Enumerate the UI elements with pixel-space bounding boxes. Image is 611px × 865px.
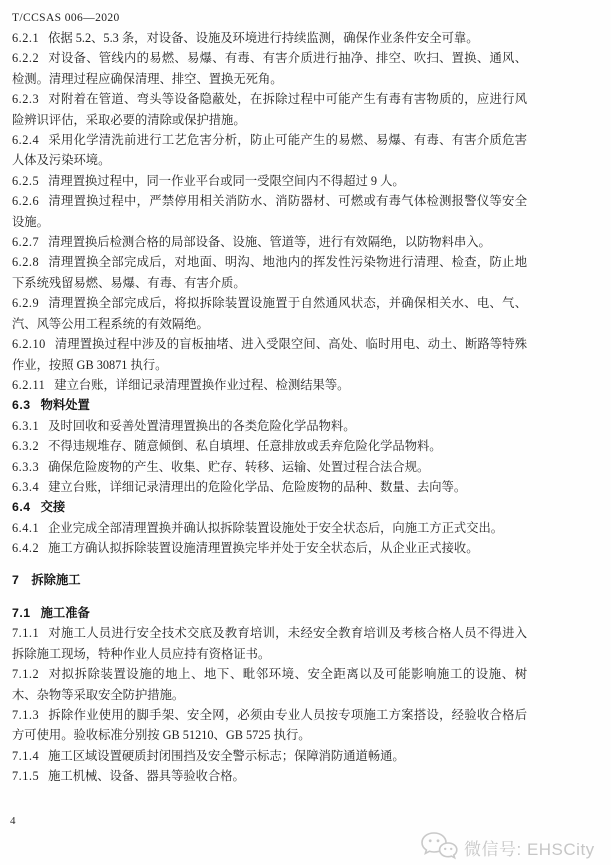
clause-6-2-1 bbox=[12, 28, 527, 48]
clause-number: 6.2.5 bbox=[12, 173, 40, 188]
clause-7-1-4 bbox=[12, 746, 527, 766]
clause-6-2-9 bbox=[12, 293, 527, 334]
clause-number: 6.2.6 bbox=[12, 194, 40, 209]
clause-7-1-3 bbox=[12, 705, 527, 746]
clause-6-4-2 bbox=[12, 538, 527, 558]
clause-text: 施工机械、设备、器具等验收合格。 bbox=[48, 769, 245, 784]
clause-number: 7.1.5 bbox=[12, 769, 40, 784]
heading-6-3-material-disposal bbox=[12, 395, 527, 415]
clause-text: 确保危险废物的产生、收集、贮存、转移、运输、处置过程合法合规。 bbox=[48, 459, 430, 474]
clause-7-1-1 bbox=[12, 623, 527, 664]
clause-text: 及时回收和妥善处置清理置换出的各类危险化学品物料。 bbox=[48, 418, 356, 433]
clause-number: 6.2.10 bbox=[12, 337, 46, 352]
clause-text: 企业完成全部清理置换并确认拟拆除装置设施处于安全状态后，向施工方正式交出。 bbox=[48, 520, 504, 535]
clause-text: 采用化学清洗前进行工艺危害分析，防止可能产生的易燃、易爆、有毒、有害介质危害人体及污染环境。 bbox=[12, 133, 527, 168]
clause-number: 6.4.1 bbox=[12, 520, 40, 535]
wechat-icon bbox=[420, 831, 459, 863]
clause-text: 建立台账，详细记录清理出的危险化学品、危险废物的品种、数量、去向等。 bbox=[48, 479, 467, 494]
clause-text: 清理置换过程中，严禁停用相关消防水、消防器材、可燃或有毒气体检测报警仪等安全设施。 bbox=[12, 194, 527, 229]
clause-text: 清理置换全部完成后，将拟拆除装置设施置于自然通风状态，并确保相关水、电、气、汽、风等公用工程系统的有效隔绝。 bbox=[12, 296, 527, 331]
heading-7-1-construction-preparation bbox=[12, 603, 527, 623]
clause-text: 清理置换过程中，同一作业平台或同一受限空间内不得超过 9 人。 bbox=[48, 173, 405, 188]
clause-text: 建立台账，详细记录清理置换作业过程、检测结果等。 bbox=[54, 377, 350, 392]
clause-number: 7.1.4 bbox=[12, 748, 40, 763]
clause-number: 6.2.3 bbox=[12, 92, 40, 107]
watermark-text: 微信号: EHSCity bbox=[464, 839, 595, 859]
clause-6-3-1 bbox=[12, 416, 527, 436]
clause-text: 对施工人员进行安全技术交底及教育培训，未经安全教育培训及考核合格人员不得进入拆除施工现场，特种作业人员应持有资格证书。 bbox=[12, 626, 527, 661]
clause-number: 6.2.8 bbox=[12, 255, 40, 270]
clause-6-2-2 bbox=[12, 48, 527, 89]
wechat-watermark bbox=[420, 831, 595, 863]
clause-number: 7.1.1 bbox=[12, 626, 40, 641]
clause-text: 清理置换后检测合格的局部设备、设施、管道等，进行有效隔绝，以防物料串入。 bbox=[48, 235, 491, 250]
clause-6-3-2 bbox=[12, 436, 527, 456]
clause-6-4-1 bbox=[12, 518, 527, 538]
clause-number: 6.3.2 bbox=[12, 439, 40, 454]
clause-6-2-10 bbox=[12, 334, 527, 375]
clause-text: 清理置换全部完成后，对地面、明沟、地池内的挥发性污染物进行清理、检查，防止地下系统残留易燃、易爆、有毒、有害介质。 bbox=[12, 255, 527, 290]
clause-6-2-4 bbox=[12, 130, 527, 171]
clause-text: 施工区域设置硬质封闭围挡及安全警示标志；保障消防通道畅通。 bbox=[48, 748, 405, 763]
heading-text: 物料处置 bbox=[40, 398, 90, 413]
clause-number: 7.1.3 bbox=[12, 708, 40, 722]
clause-number: 6.3.4 bbox=[12, 479, 40, 494]
clause-number: 6.2.2 bbox=[12, 51, 40, 66]
clause-number: 6.2.7 bbox=[12, 235, 40, 250]
clause-text: 对附着在管道、弯头等设备隐蔽处，在拆除过程中可能产生有毒有害物质的，应进行风险辨识评估，采取必要的清除或保护措施。 bbox=[12, 92, 527, 127]
clause-text: 对设备、管线内的易燃、易爆、有毒、有害介质进行抽净、排空、吹扫、置换、通风、检测。清理过程应确保清理、排空、置换无死角。 bbox=[12, 51, 527, 86]
heading-number: 7.1 bbox=[12, 605, 31, 620]
heading-text: 交接 bbox=[40, 500, 66, 515]
clause-7-1-2 bbox=[12, 664, 527, 705]
standard-number-header: T/CCSAS 006—2020 bbox=[12, 12, 120, 24]
section-heading-7-demolition bbox=[12, 570, 527, 590]
clause-text: 对拟拆除装置设施的地上、地下、毗邻环境、安全距离以及可能影响施工的设施、树木、杂物等采取安全防护措施。 bbox=[12, 667, 527, 702]
clause-6-2-11 bbox=[12, 375, 527, 395]
clause-text: 施工方确认拟拆除装置设施清理置换完毕并处于安全状态后，从企业正式接收。 bbox=[48, 541, 479, 556]
clause-6-2-7 bbox=[12, 232, 527, 252]
heading-number: 6.3 bbox=[12, 398, 31, 413]
clause-number: 6.2.4 bbox=[12, 133, 40, 148]
clause-7-1-5 bbox=[12, 766, 527, 786]
clause-number: 6.2.9 bbox=[12, 296, 40, 311]
page-number: 4 bbox=[10, 815, 16, 827]
clause-number: 6.2.1 bbox=[12, 31, 40, 45]
section-text: 拆除施工 bbox=[31, 572, 81, 587]
section-number: 7 bbox=[12, 572, 20, 587]
clause-number: 7.1.2 bbox=[12, 667, 40, 682]
heading-6-4-handover bbox=[12, 497, 527, 517]
clause-6-2-3 bbox=[12, 89, 527, 130]
clause-6-3-4 bbox=[12, 477, 527, 497]
clause-6-2-8 bbox=[12, 252, 527, 293]
document-body bbox=[12, 8, 527, 787]
heading-text: 施工准备 bbox=[40, 605, 90, 620]
clause-number: 6.4.2 bbox=[12, 541, 40, 556]
clause-text: 清理置换过程中涉及的盲板抽堵、进入受限空间、高处、临时用电、动土、断路等特殊作业，按照 GB 30871 执行。 bbox=[12, 337, 527, 372]
clause-number: 6.2.11 bbox=[12, 377, 46, 392]
clause-6-2-6 bbox=[12, 191, 527, 232]
clause-number: 6.3.3 bbox=[12, 459, 40, 474]
clause-6-2-5 bbox=[12, 171, 527, 191]
clause-text: 不得违规堆存、随意倾倒、私自填埋、任意排放或丢弃危险化学品物料。 bbox=[48, 439, 442, 454]
clause-text: 拆除作业使用的脚手架、安全网，必须由专业人员按专项施工方案搭设，经验收合格后方可使用。验收标准分别按 GB 51210、GB 5725 执行。 bbox=[12, 708, 527, 743]
heading-number: 6.4 bbox=[12, 500, 31, 515]
clause-number: 6.3.1 bbox=[12, 418, 40, 433]
clause-text: 依据 5.2、5.3 条，对设备、设施及环境进行持续监测，确保作业条件安全可靠。 bbox=[48, 31, 479, 45]
clause-6-3-3 bbox=[12, 457, 527, 477]
